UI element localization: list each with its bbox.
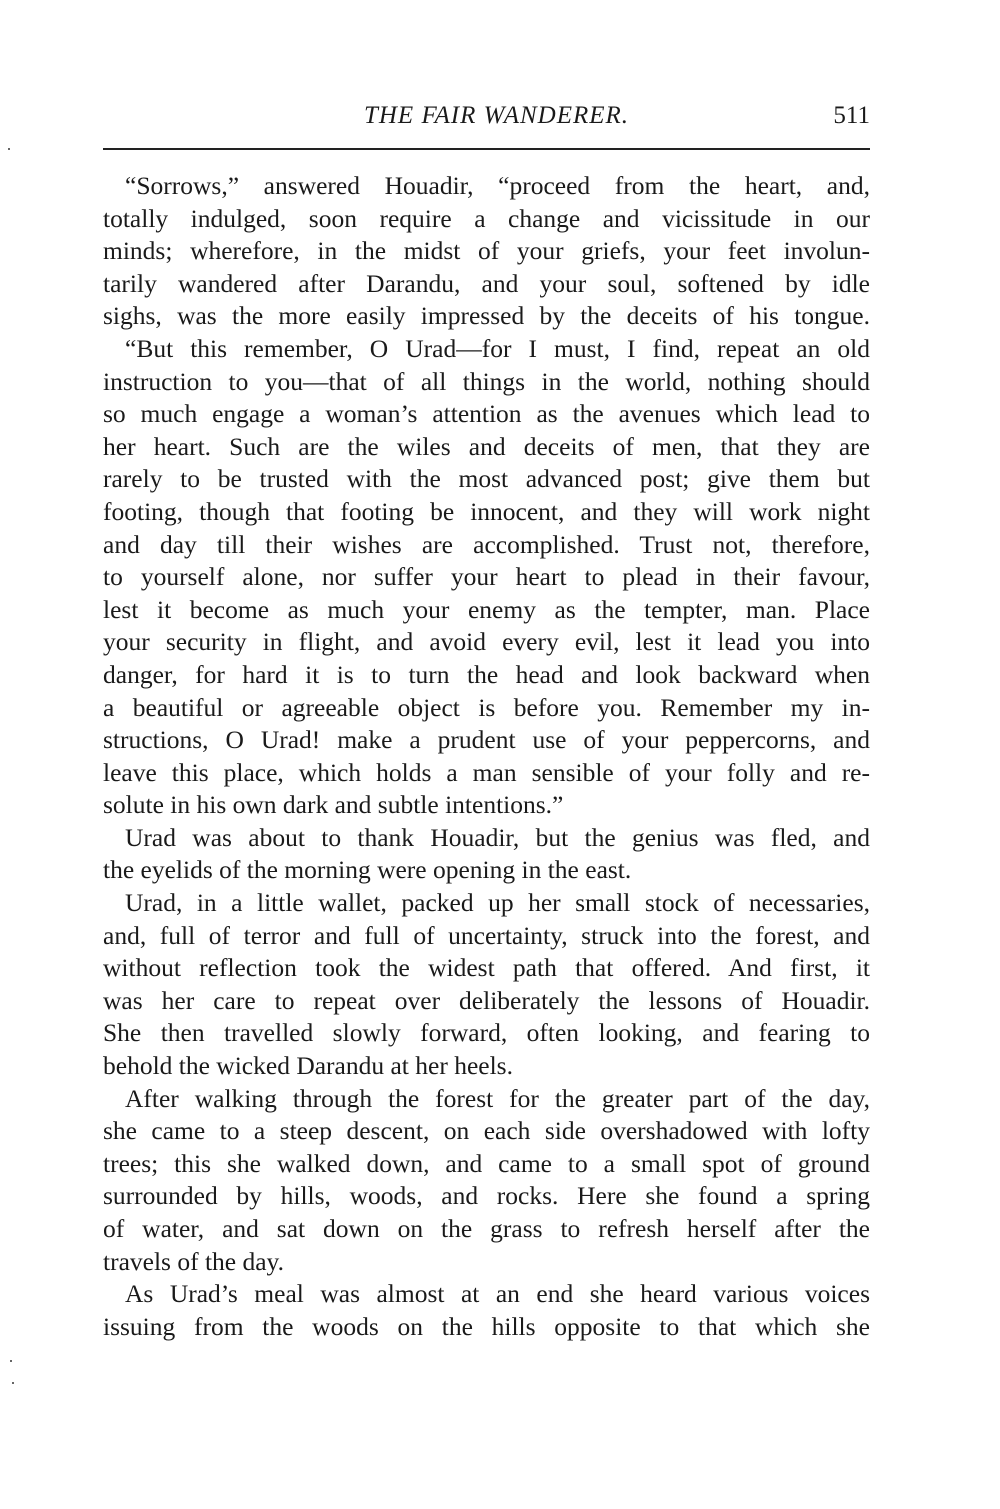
text-line: and day till their wishes are accomplished. Trust not, therefore, [103, 529, 870, 559]
text-line: issuing from the woods on the hills opposite to that which she [103, 1311, 870, 1341]
paragraph [103, 1278, 870, 1343]
text-line: of water, and sat down on the grass to refresh herself after the [103, 1214, 870, 1243]
text-line: danger, for hard it is to turn the head and look backward when [103, 659, 870, 689]
text-line: solute in his own dark and subtle intentions.” [103, 790, 564, 820]
text-line: footing, though that footing be innocent, and they will work night [103, 496, 870, 526]
text-line: “Sorrows,” answered Houadir, “proceed from the heart, and, [125, 171, 870, 200]
text-line: so much engage a woman’s attention as the avenues which lead to [103, 399, 870, 429]
text-line: behold the wicked Darandu at her heels. [103, 1051, 513, 1081]
text-line: “But this remember, O Urad—for I must, I find, repeat an old [125, 333, 870, 363]
scan-speck [10, 1360, 12, 1362]
page-number: 511 [833, 102, 870, 129]
text-line: As Urad’s meal was almost at an end she heard various voices [125, 1279, 870, 1309]
text-line: tarily wandered after Darandu, and your soul, softened by idle [103, 268, 870, 298]
scan-speck [8, 148, 10, 150]
text-line: Urad, in a little wallet, packed up her small stock of necessaries, [125, 888, 870, 918]
text-line: to yourself alone, nor suffer your heart to plead in their favour, [103, 562, 870, 592]
text-line: without reflection took the widest path that offered. And first, it [103, 953, 870, 983]
scan-speck [12, 1382, 14, 1384]
text-line: Urad was about to thank Houadir, but the genius was fled, and [125, 822, 870, 852]
text-line: a beautiful or agreeable object is before you. Remember my in- [103, 692, 870, 722]
text-line: sighs, was the more easily impressed by the deceits of his tongue. [103, 301, 870, 331]
paragraph [103, 887, 870, 1083]
running-title: THE FAIR WANDERER. [363, 102, 630, 129]
text-line: the eyelids of the morning were opening in the east. [103, 855, 632, 885]
text-line: she came to a steep descent, on each side overshadowed with lofty [103, 1116, 870, 1146]
body-text [103, 170, 870, 1343]
text-line: and, full of terror and full of uncertainty, struck into the forest, and [103, 920, 870, 950]
text-line: instruction to you—that of all things in the world, nothing should [103, 366, 870, 396]
paragraph [103, 1083, 870, 1279]
text-line: leave this place, which holds a man sensible of your folly and re- [103, 757, 870, 787]
paragraph [103, 170, 870, 333]
text-line: your security in flight, and avoid every evil, lest it lead you into [103, 627, 870, 657]
text-line: structions, O Urad! make a prudent use of your peppercorns, and [103, 725, 870, 755]
text-line: travels of the day. [103, 1246, 285, 1276]
text-line: rarely to be trusted with the most advanced post; give them but [103, 464, 870, 494]
paragraph [103, 333, 870, 822]
header-rule [103, 148, 870, 150]
text-line: After walking through the forest for the greater part of the day, [125, 1083, 870, 1113]
text-line: was her care to repeat over deliberately the lessons of Houadir. [103, 985, 870, 1015]
page-header [103, 100, 870, 140]
text-line: her heart. Such are the wiles and deceits of men, that they are [103, 431, 870, 461]
paragraph [103, 822, 870, 887]
text-line: totally indulged, soon require a change and vicissitude in our [103, 203, 870, 233]
text-line: surrounded by hills, woods, and rocks. Here she found a spring [103, 1181, 870, 1211]
text-line: lest it become as much your enemy as the tempter, man. Place [103, 594, 870, 624]
text-line: minds; wherefore, in the midst of your griefs, your feet involun- [103, 236, 870, 266]
text-line: She then travelled slowly forward, often looking, and fearing to [103, 1018, 870, 1048]
text-line: trees; this she walked down, and came to a small spot of ground [103, 1148, 870, 1178]
